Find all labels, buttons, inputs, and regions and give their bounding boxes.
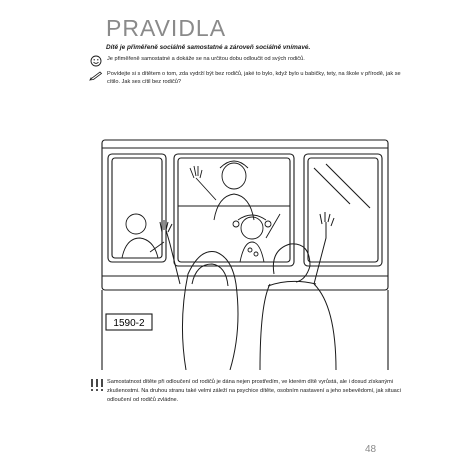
page-subtitle: Dítě je přiměřeně sociálně samostatné a zároveň sociálně vnímavé.	[106, 44, 311, 51]
list-item-text: Povídejte si s dítětem o tom, zda vydrží být bez rodičů, jaké to bylo, když bylo u babičky, tety, na škole v přírodě, jak se cítilo. Jak ses cítil bez rodičů?	[107, 71, 401, 85]
page-number: 48	[365, 444, 377, 455]
page-title: PRAVIDLA	[106, 15, 227, 41]
train-number-label: 1590-2	[113, 318, 145, 329]
train-farewell-illustration	[100, 134, 390, 370]
smiley-icon	[89, 55, 103, 67]
note-text: Samostatnost dítěte při odloučení od rodičů je dána nejen prostředím, ve kterém dítě vyrůstá, ale i dosud získanými zkušenostmi. Na druhou stranu také velmi záleží na psychice dítěte, osobním nastavení a jeho sebevědomí, jak situaci odloučení od rodičů zvládne.	[107, 379, 401, 403]
exclamation-icon	[89, 378, 105, 392]
pencil-icon	[89, 70, 103, 82]
list-item-text: Je přiměřeně samostatné a dokáže se na určitou dobu odloučit od svých rodičů.	[107, 56, 305, 62]
